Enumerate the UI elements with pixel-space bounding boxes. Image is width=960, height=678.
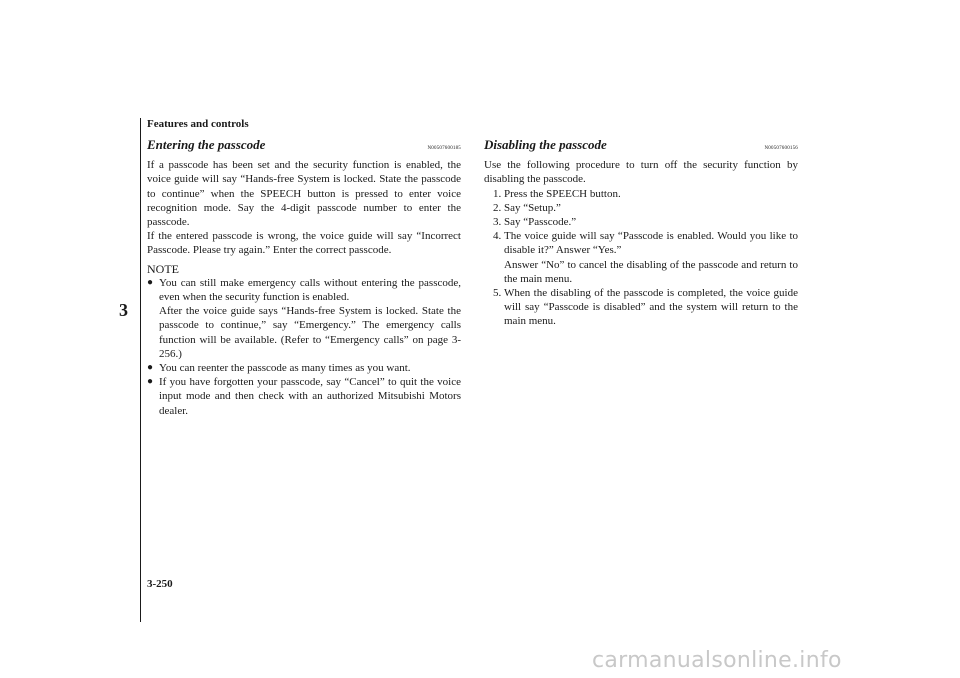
right-heading-row — [484, 138, 798, 156]
watermark: carmanualsonline.info — [592, 648, 842, 673]
left-column — [147, 138, 461, 418]
step-text: The voice guide will say “Passcode is enabled. Would you like to disable it?” Answer “Yes.” — [504, 230, 798, 257]
note-item — [147, 375, 461, 418]
bullet-icon: ● — [147, 276, 154, 288]
step-number: 1. — [493, 187, 502, 200]
note-continuation: After the voice guide says “Hands-free System is locked. State the passcode to continue,” say “Emergency.” The emergency calls function will be available. (Refer to “Emergency calls” on page 3-256.) — [159, 305, 461, 360]
bullet-icon: ● — [147, 376, 154, 388]
chapter-tab: 3 — [119, 300, 128, 320]
step-text: Say “Setup.” — [504, 201, 561, 214]
step-number: 2. — [493, 201, 502, 214]
step-number: 4. — [493, 230, 502, 243]
note-item — [147, 276, 461, 304]
step-item — [484, 286, 798, 329]
step-continuation: Answer “No” to cancel the disabling of the passcode and return to the main menu. — [504, 258, 798, 285]
running-header: Features and controls — [147, 118, 249, 130]
left-heading-row — [147, 138, 461, 156]
note-text: You can still make emergency calls without entering the passcode, even when the security function is enabled. — [159, 276, 461, 304]
section-code: N00507600185 — [427, 146, 461, 151]
step-text: Press the SPEECH button. — [504, 187, 621, 200]
section-code: N00507600156 — [764, 146, 798, 151]
step-text: When the disabling of the passcode is completed, the voice guide will say “Passcode is disabled” and the system will return to the main menu. — [504, 287, 798, 328]
page-number: 3-250 — [147, 578, 173, 590]
step-item — [484, 187, 798, 201]
note-label: NOTE — [147, 261, 179, 276]
section-title-entering-passcode: Entering the passcode — [147, 137, 266, 152]
step-number: 5. — [493, 287, 502, 300]
paragraph: If a passcode has been set and the security function is enabled, the voice guide will say “Hands-free System is locked. State the passcode to continue” when the SPEECH button is pressed to enter voice recognition mode. Say the 4-digit passcode number to enter the passcode. — [147, 159, 461, 229]
paragraph: If the entered passcode is wrong, the voice guide will say “Incorrect Passcode. Please try again.” Enter the correct passcode. — [147, 230, 461, 257]
step-item — [484, 201, 798, 215]
bullet-icon: ● — [147, 362, 154, 374]
step-text: Say “Passcode.” — [504, 216, 577, 229]
step-item — [484, 229, 798, 257]
note-item — [147, 361, 461, 375]
note-text: You can reenter the passcode as many times as you want. — [159, 362, 411, 375]
step-item — [484, 215, 798, 229]
right-column — [484, 138, 798, 329]
chapter-divider — [140, 118, 141, 622]
step-number: 3. — [493, 216, 502, 229]
paragraph: Use the following procedure to turn off the security function by disabling the passcode. — [484, 159, 798, 186]
note-text: If you have forgotten your passcode, say “Cancel” to quit the voice input mode and then check with an authorized Mitsubishi Motors dealer. — [159, 376, 461, 417]
section-title-disabling-passcode: Disabling the passcode — [484, 137, 607, 152]
